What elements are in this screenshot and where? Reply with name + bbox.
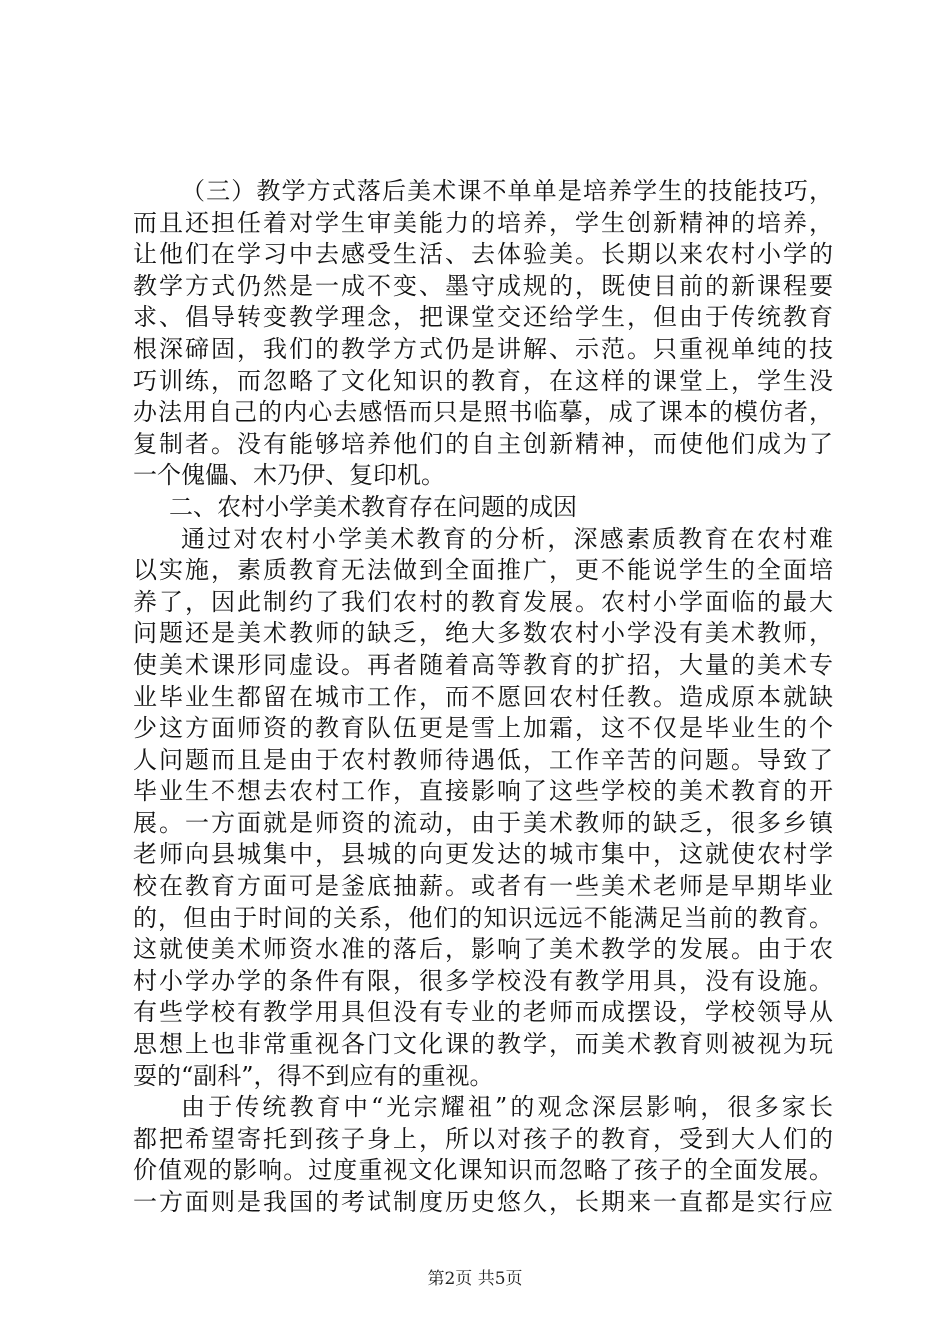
paragraph-line: 而且还担任着对学生审美能力的培养，学生创新精神的培养，: [133, 208, 833, 237]
paragraph-line: 有些学校有教学用具但没有专业的老师而成摆设，学校领导从: [133, 998, 833, 1027]
paragraph-line: 都把希望寄托到孩子身上，所以对孩子的教育，受到大人们的: [133, 1124, 833, 1153]
paragraph-line: 价值观的影响。过度重视文化课知识而忽略了孩子的全面发展。: [133, 1156, 833, 1185]
paragraph-line: 办法用自己的内心去感悟而只是照书临摹，成了课本的模仿者，: [133, 398, 833, 427]
paragraph-line: 校在教育方面可是釜底抽薪。或者有一些美术老师是早期毕业: [133, 872, 833, 901]
paragraph-line: 让他们在学习中去感受生活、去体验美。长期以来农村小学的: [133, 240, 833, 269]
paragraph-line: 老师向县城集中，县城的向更发达的城市集中，这就使农村学: [133, 840, 833, 869]
paragraph-line: 通过对农村小学美术教育的分析，深感素质教育在农村难: [181, 524, 833, 553]
paragraph-line: 巧训练，而忽略了文化知识的教育，在这样的课堂上，学生没: [133, 366, 833, 395]
paragraph-line: 的，但由于时间的关系，他们的知识远远不能满足当前的教育。: [133, 903, 833, 932]
paragraph-line: 养了，因此制约了我们农村的教育发展。农村小学面临的最大: [133, 587, 833, 616]
paragraph-line: （三）教学方式落后美术课不单单是培养学生的技能技巧，: [181, 177, 833, 205]
paragraph-line: 一方面则是我国的考试制度历史悠久，长期来一直都是实行应: [133, 1188, 833, 1216]
paragraph-line: 问题还是美术教师的缺乏，绝大多数农村小学没有美术教师，: [133, 619, 833, 648]
paragraph-line: 思想上也非常重视各门文化课的教学，而美术教育则被视为玩: [133, 1030, 833, 1059]
paragraph-line: 使美术课形同虚设。再者随着高等教育的扩招，大量的美术专: [133, 650, 833, 679]
paragraph-line: 复制者。没有能够培养他们的自主创新精神，而使他们成为了: [133, 429, 833, 458]
body-text: [133, 176, 833, 1219]
paragraph-line: 村小学办学的条件有限，很多学校没有教学用具，没有设施。: [133, 966, 833, 995]
section-heading: 二、农村小学美术教育存在问题的成因: [169, 492, 577, 521]
paragraph-line: 教学方式仍然是一成不变、墨守成规的，既使目前的新课程要: [133, 271, 833, 300]
paragraph-line: 由于传统教育中“光宗耀祖”的观念深层影响，很多家长: [181, 1093, 833, 1122]
paragraph-line: 求、倡导转变教学理念，把课堂交还给学生，但由于传统教育: [133, 303, 833, 332]
paragraph-line: 少这方面师资的教育队伍更是雪上加霜，这不仅是毕业生的个: [133, 714, 833, 743]
paragraph-line: 根深碲固，我们的教学方式仍是讲解、示范。只重视单纯的技: [133, 334, 833, 363]
paragraph-line: 毕业生不想去农村工作，直接影响了这些学校的美术教育的开: [133, 777, 833, 806]
paragraph-line: 一个傀儡、木乃伊、复印机。: [133, 461, 445, 490]
page-number-footer: 第2页 共5页: [427, 1269, 523, 1289]
paragraph-line: 以实施，素质教育无法做到全面推广，更不能说学生的全面培: [133, 556, 833, 585]
paragraph-line: 耍的“副科”，得不到应有的重视。: [133, 1061, 494, 1090]
paragraph-line: 这就使美术师资水准的落后，影响了美术教学的发展。由于农: [133, 935, 833, 964]
paragraph-line: 业毕业生都留在城市工作，而不愿回农村任教。造成原本就缺: [133, 682, 833, 711]
paragraph-line: 人问题而且是由于农村教师待遇低，工作辛苦的问题。导致了: [133, 745, 833, 774]
paragraph-line: 展。一方面就是师资的流动，由于美术教师的缺乏，很多乡镇: [133, 808, 833, 837]
